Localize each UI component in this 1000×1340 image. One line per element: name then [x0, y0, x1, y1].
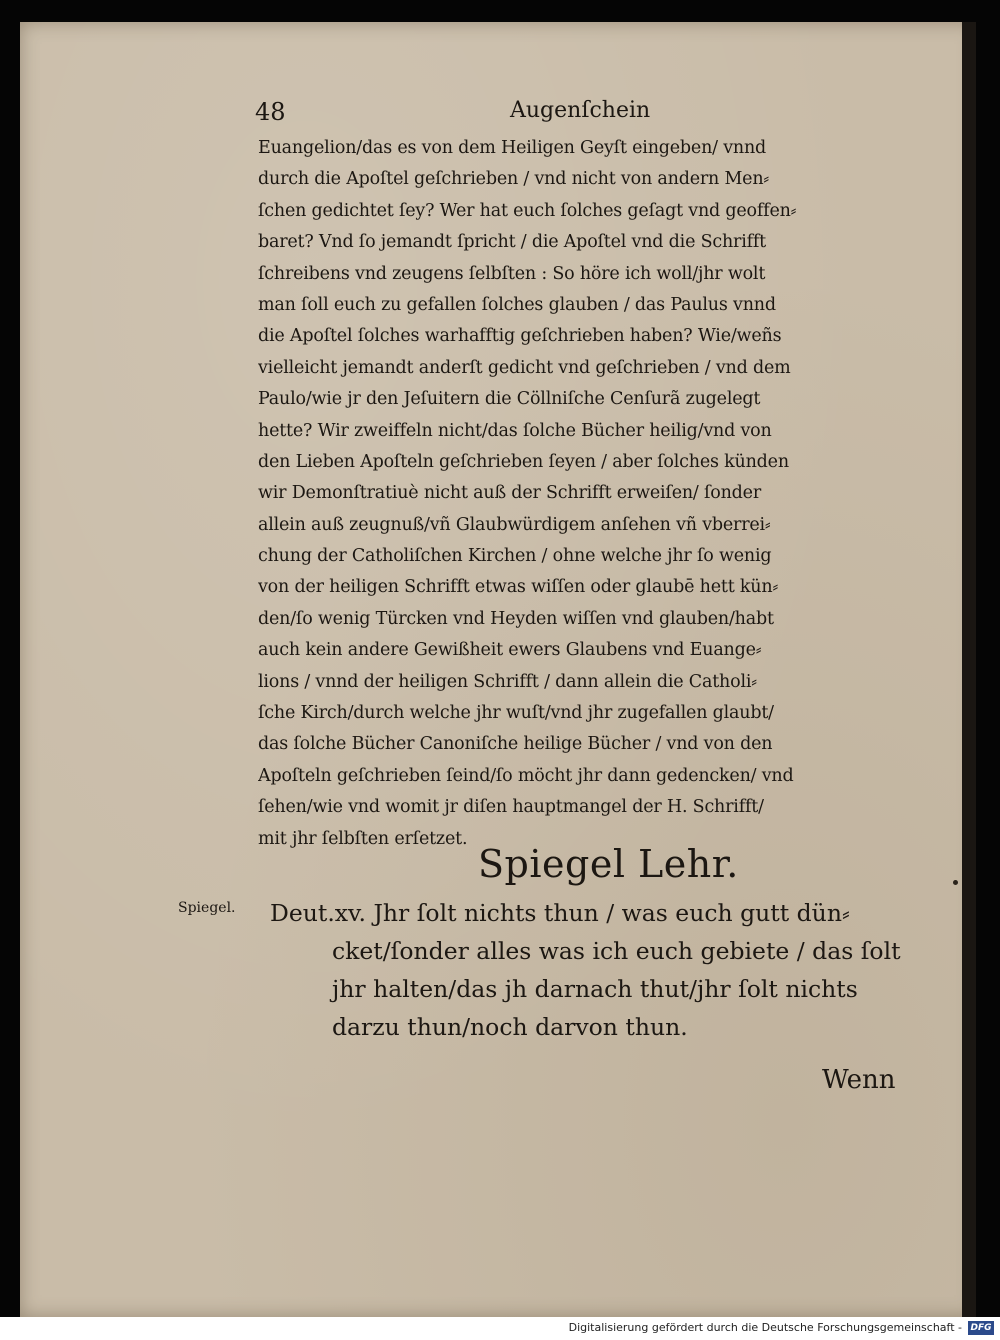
body-text: [258, 133, 908, 855]
text-line: chung der Catholiſchen Kirchen / ohne welche jhr ſo wenig: [258, 546, 772, 567]
running-title: Augenſchein: [510, 98, 651, 123]
funding-credit: Digitalisierung gefördert durch die Deutsche Forschungsgemeinschaft -: [568, 1321, 962, 1334]
text-line: ſchreibens vnd zeugens ſelbſten : So höre ich woll/jhr wolt: [258, 263, 766, 284]
margin-note: Spiegel.: [178, 900, 236, 916]
quote-line: darzu thun/noch darvon thun.: [332, 1013, 688, 1041]
binding-gutter: [962, 22, 976, 1317]
text-line: allein auß zeugnuß/vñ Glaubwürdigem anſehen vñ vberrei⸗: [258, 514, 771, 535]
scripture-quote: [270, 894, 910, 1046]
quote-line: jhr halten/das jh darnach thut/jhr ſolt nichts: [332, 975, 858, 1003]
text-line: baret? Vnd ſo jemandt ſpricht / die Apoſtel vnd die Schrifft: [258, 232, 767, 253]
text-line: wir Demonſtratiuè nicht auß der Schrifft erweiſen/ ſonder: [258, 483, 761, 504]
section-heading: Spiegel Lehr.: [478, 842, 739, 886]
text-line: den/ſo wenig Türcken vnd Heyden wiſſen vnd glauben/habt: [258, 608, 774, 629]
text-line: die Apoſtel ſolches warhafftig geſchrieben haben? Wie/weñs: [258, 326, 782, 347]
page-number: 48: [255, 98, 286, 126]
text-line: vielleicht jemandt anderſt gedicht vnd geſchrieben / vnd dem: [258, 357, 791, 378]
text-line: ſehen/wie vnd womit jr diſen hauptmangel der H. Schrifft/: [258, 797, 764, 818]
text-line: man ſoll euch zu gefallen ſolches glauben / das Paulus vnnd: [258, 294, 776, 315]
ink-speck: [953, 880, 958, 885]
text-line: Apoſteln geſchrieben ſeind/ſo möcht jhr dann gedencken/ vnd: [258, 765, 794, 786]
text-line: Euangelion/das es von dem Heiligen Geyſt eingeben/ vnnd: [258, 138, 767, 158]
footer-bar: [0, 1317, 1000, 1340]
catchword: Wenn: [822, 1065, 896, 1095]
text-line: den Lieben Apoſteln geſchrieben ſeyen / aber ſolches künden: [258, 451, 789, 472]
text-line: lions / vnnd der heiligen Schrifft / dann allein die Catholi⸗: [258, 671, 757, 692]
text-line: mit jhr ſelbſten erſetzet.: [258, 828, 468, 849]
text-line: das ſolche Bücher Canoniſche heilige Bücher / vnd von den: [258, 734, 773, 755]
running-head: [255, 98, 905, 128]
dfg-logo: DFG: [968, 1321, 994, 1335]
text-line: auch kein andere Gewißheit ewers Glaubens vnd Euange⸗: [258, 640, 762, 661]
text-line: ſche Kirch/durch welche jhr wuſt/vnd jhr zugefallen glaubt/: [258, 703, 774, 724]
text-line: von der heiligen Schrifft etwas wiſſen oder glaubē hett kün⸗: [258, 577, 779, 598]
text-line: hette? Wir zweiffeln nicht/das ſolche Bücher heilig/vnd von: [258, 420, 772, 441]
text-line: ſchen gedichtet ſey? Wer hat euch ſolches geſagt vnd geoffen⸗: [258, 200, 797, 221]
text-line: Paulo/wie jr den Jeſuitern die Cöllniſche Cenſurã zugelegt: [258, 389, 761, 410]
quote-line: Deut.xv. Jhr ſolt nichts thun / was euch gutt dün⸗: [270, 899, 850, 927]
quote-line: cket/ſonder alles was ich euch gebiete / das ſolt: [332, 937, 901, 965]
text-line: durch die Apoſtel geſchrieben / vnd nicht von andern Men⸗: [258, 169, 770, 190]
